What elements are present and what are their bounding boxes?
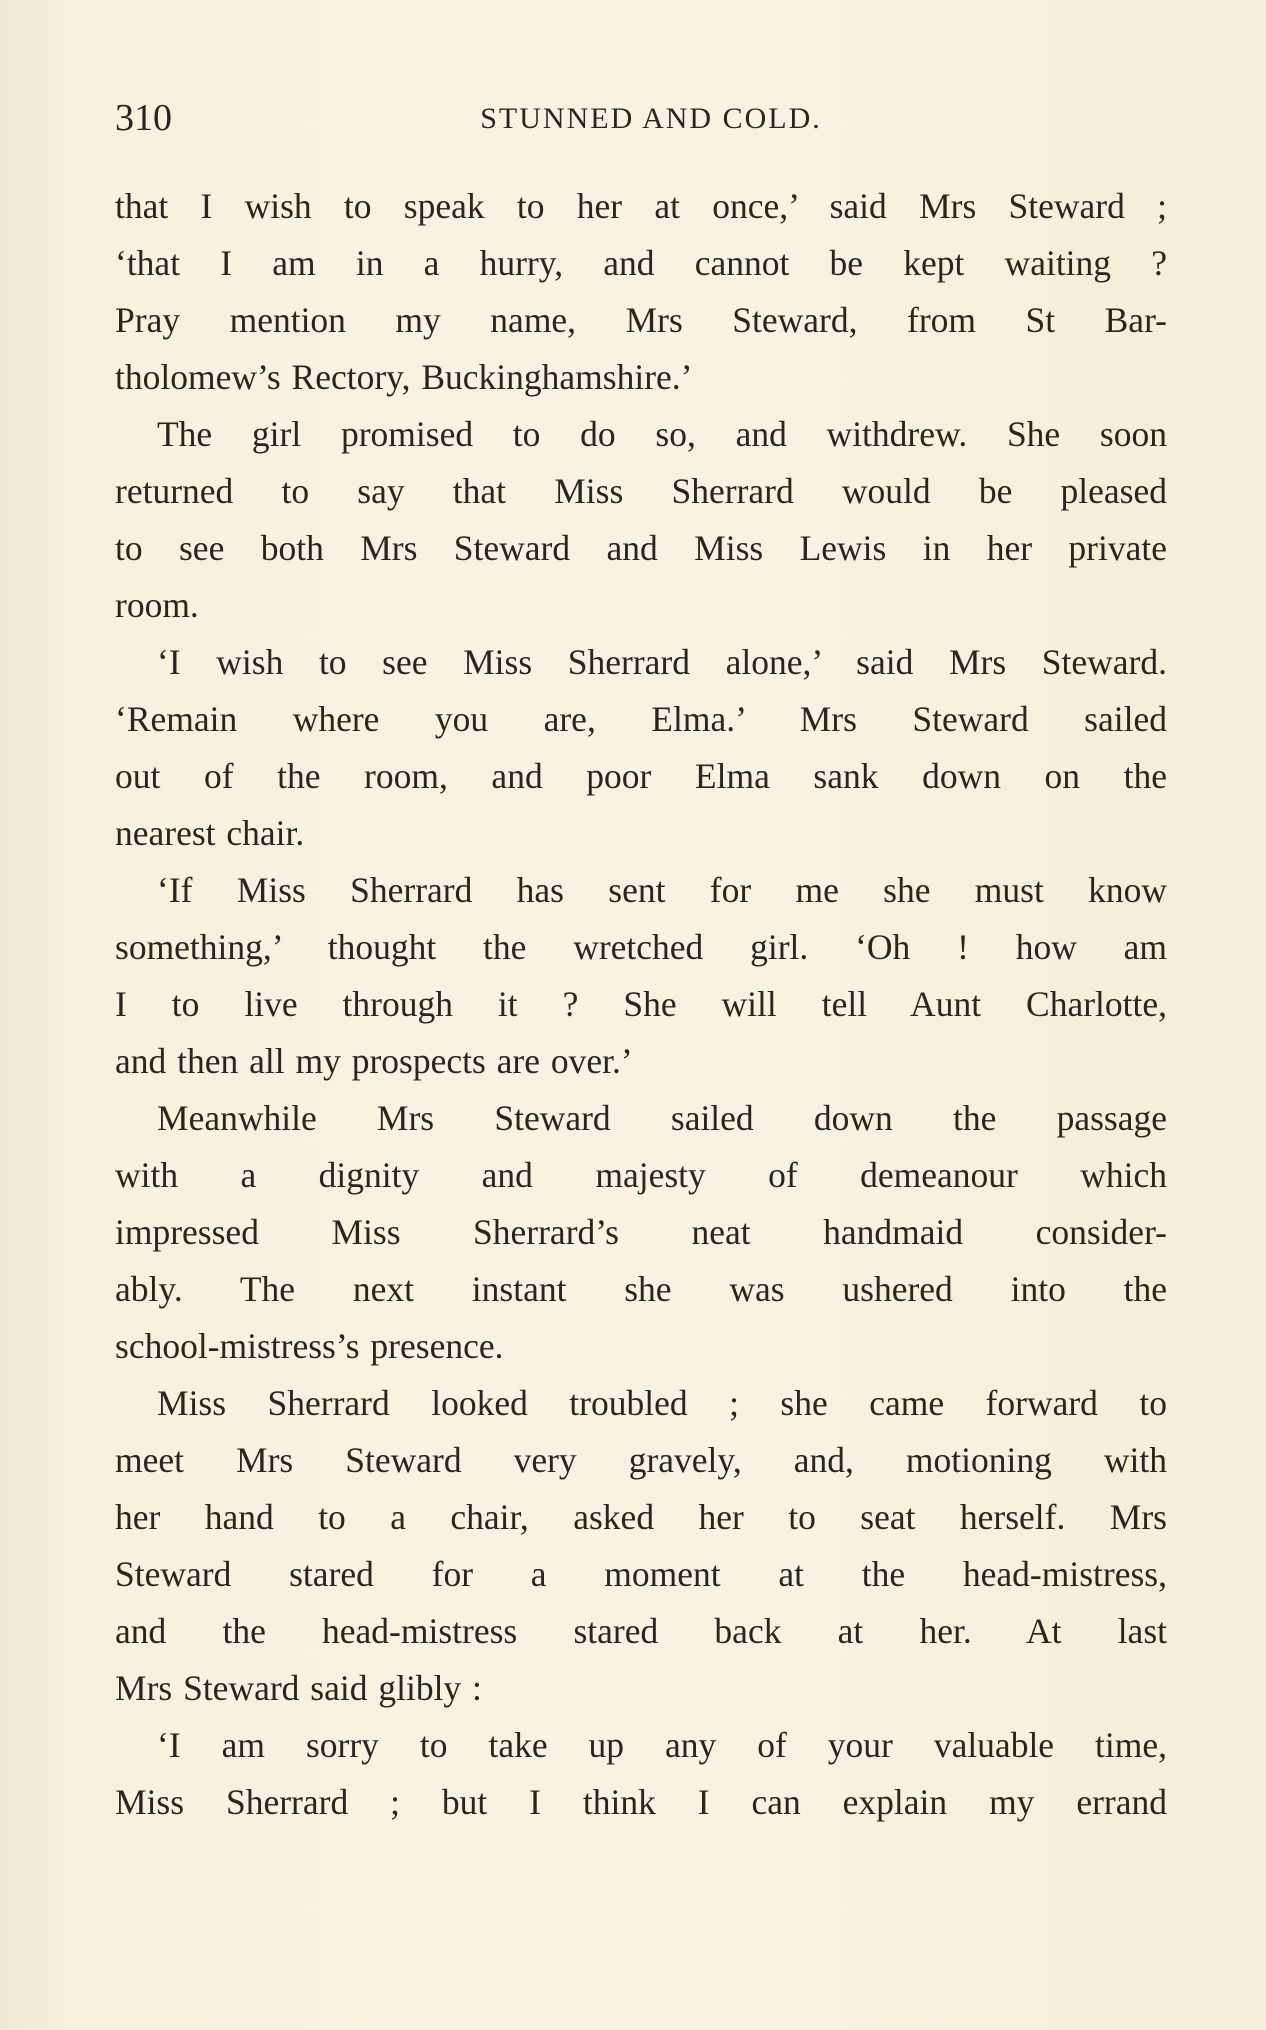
text-line: something,’ thought the wretched girl. ‘Oh ! how am: [115, 927, 1167, 967]
text-line: tholomew’s Rectory, Buckinghamshire.’: [115, 357, 693, 397]
text-line: ‘If Miss Sherrard has sent for me she must know: [157, 870, 1167, 910]
text-line: with a dignity and majesty of demeanour which: [115, 1155, 1167, 1195]
text-line: school-mistress’s presence.: [115, 1326, 504, 1366]
text-line: Miss Sherrard looked troubled ; she came forward to: [157, 1383, 1167, 1423]
text-line: ably. The next instant she was ushered into the: [115, 1269, 1167, 1309]
text-line: impressed Miss Sherrard’s neat handmaid consider-: [115, 1212, 1167, 1252]
text-line: I to live through it ? She will tell Aunt Charlotte,: [115, 984, 1167, 1024]
text-line: ‘I wish to see Miss Sherrard alone,’ said Mrs Steward.: [157, 642, 1167, 682]
text-line: and then all my prospects are over.’: [115, 1041, 633, 1081]
text-line: ‘I am sorry to take up any of your valuable time,: [157, 1725, 1167, 1765]
text-line: The girl promised to do so, and withdrew. She soon: [157, 414, 1167, 454]
text-line: Pray mention my name, Mrs Steward, from St Bar-: [115, 300, 1167, 340]
text-line: ‘that I am in a hurry, and cannot be kept waiting ?: [115, 243, 1167, 283]
text-line: Meanwhile Mrs Steward sailed down the passage: [157, 1098, 1167, 1138]
text-line: Mrs Steward said glibly :: [115, 1668, 482, 1708]
text-line: her hand to a chair, asked her to seat herself. Mrs: [115, 1497, 1167, 1537]
page-header: [115, 96, 1167, 146]
text-line: to see both Mrs Steward and Miss Lewis in her private: [115, 528, 1167, 568]
text-line: that I wish to speak to her at once,’ said Mrs Steward ;: [115, 186, 1167, 226]
text-line: room.: [115, 585, 199, 625]
text-line: nearest chair.: [115, 813, 305, 853]
text-line: out of the room, and poor Elma sank down on the: [115, 756, 1167, 796]
text-line: and the head-mistress stared back at her. At last: [115, 1611, 1167, 1651]
running-title: STUNNED AND COLD.: [480, 102, 822, 135]
page-number: 310: [115, 97, 172, 139]
text-line: Steward stared for a moment at the head-mistress,: [115, 1554, 1167, 1594]
body-text: [115, 178, 1167, 1831]
text-line: returned to say that Miss Sherrard would be pleased: [115, 471, 1167, 511]
text-line: ‘Remain where you are, Elma.’ Mrs Steward sailed: [115, 699, 1167, 739]
text-line: Miss Sherrard ; but I think I can explain my errand: [115, 1782, 1167, 1822]
text-line: meet Mrs Steward very gravely, and, motioning with: [115, 1440, 1167, 1480]
